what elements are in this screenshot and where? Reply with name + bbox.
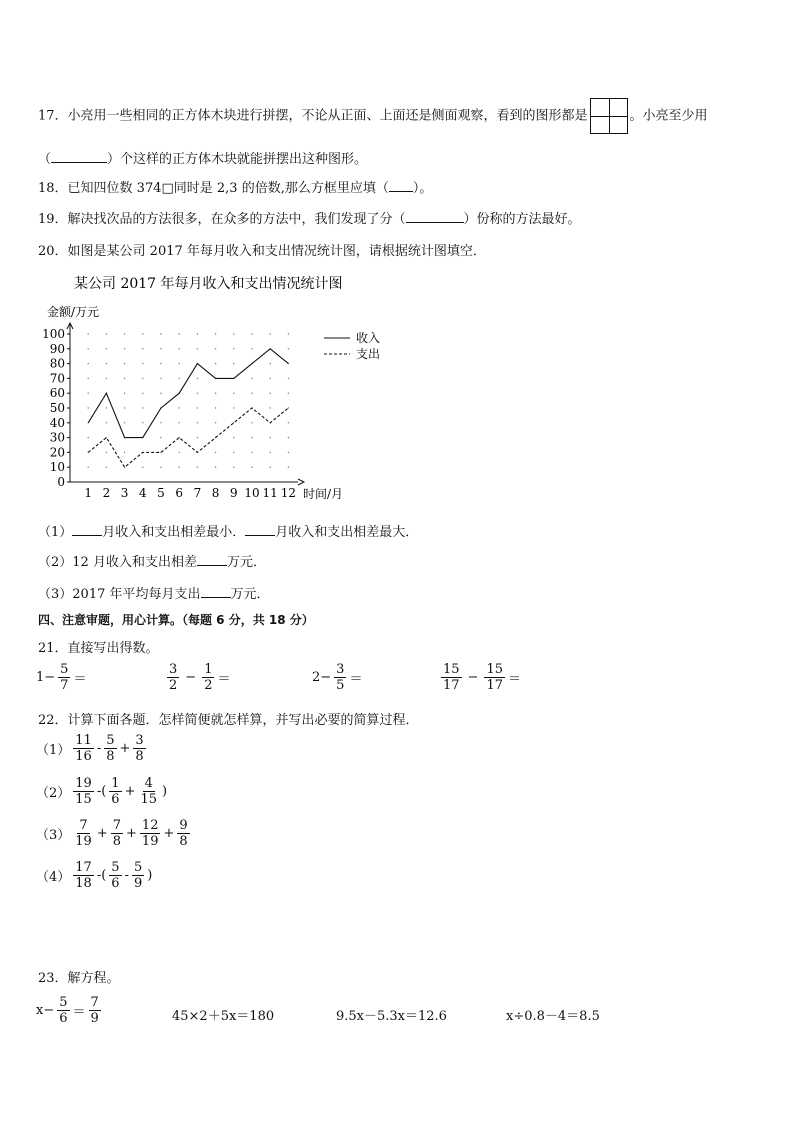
- grid-dot: [106, 452, 107, 453]
- equals-sign: ＝: [72, 1005, 86, 1020]
- fraction: [132, 860, 144, 891]
- x-tick-label: 9: [229, 486, 238, 500]
- grid-dot: [179, 378, 180, 379]
- grid-dot: [106, 422, 107, 423]
- grid-dot: [215, 348, 216, 349]
- question-17-line2: [38, 148, 367, 167]
- numerator: 7: [112, 818, 122, 833]
- grid-dot: [215, 407, 216, 408]
- operator: +: [96, 826, 108, 841]
- operator: +: [119, 741, 131, 756]
- x-tick-label: 7: [193, 486, 202, 500]
- x-tick-label: 11: [262, 486, 278, 500]
- grid-dot: [160, 348, 161, 349]
- denominator: 6: [59, 1011, 68, 1026]
- denominator: 18: [75, 876, 92, 891]
- numerator: 5: [60, 662, 69, 677]
- grid-dot: [179, 407, 180, 408]
- grid-dot: [88, 437, 89, 438]
- grid-dot: [288, 422, 289, 423]
- question-21-title: 21．直接写出得数。: [38, 641, 159, 656]
- grid-dot: [197, 422, 198, 423]
- grid-dot: [142, 422, 143, 423]
- grid-dot: [160, 393, 161, 394]
- operator: +: [163, 826, 175, 841]
- grid-dot: [142, 467, 143, 468]
- numerator: 5: [59, 995, 68, 1010]
- close-paren: ): [147, 868, 153, 883]
- equals-sign: ＝: [349, 672, 363, 687]
- grid-dot: [88, 393, 89, 394]
- denominator: 7: [60, 678, 69, 693]
- grid-dot: [251, 467, 252, 468]
- x-tick-label: 1: [84, 486, 93, 500]
- grid-dot: [124, 378, 125, 379]
- chart-title: 某公司 2017 年每月收入和支出情况统计图: [74, 276, 343, 292]
- q17-open-paren: （: [38, 152, 52, 167]
- y-tick-label: 70: [49, 371, 65, 386]
- fraction: [334, 662, 346, 693]
- grid-dot: [88, 407, 89, 408]
- q23-equation-3: 9.5x－5.3x＝12.6: [336, 1009, 447, 1024]
- grid-dot: [215, 393, 216, 394]
- grid-dot: [233, 422, 234, 423]
- grid-dot: [288, 407, 289, 408]
- grid-dot: [142, 393, 143, 394]
- grid-dot: [197, 437, 198, 438]
- grid-dot: [215, 467, 216, 468]
- grid-dot: [215, 333, 216, 334]
- numerator: 1: [204, 662, 213, 677]
- y-tick-label: 20: [49, 445, 65, 460]
- q23-equation-2: 45×2＋5x＝180: [172, 1009, 275, 1024]
- grid-dot: [106, 333, 107, 334]
- fraction: [133, 733, 145, 764]
- grid-dot: [288, 452, 289, 453]
- grid-dot: [88, 467, 89, 468]
- grid-dot: [270, 363, 271, 364]
- grid-dot: [251, 393, 252, 394]
- question-18: [38, 177, 432, 196]
- grid-dot: [142, 348, 143, 349]
- q22-problem-4: [36, 860, 152, 891]
- numerator: 7: [79, 818, 88, 833]
- legend-label: 收入: [356, 331, 381, 345]
- q21-expression-2: [166, 662, 230, 693]
- fraction: [167, 662, 179, 693]
- q18-text-a: 18．已知四位数 374□同时是 2,3 的倍数,那么方框里应填（: [38, 181, 389, 196]
- fraction: [104, 733, 116, 764]
- q21-expression-3: [312, 662, 362, 693]
- numerator: 5: [133, 860, 143, 875]
- grid-dot: [270, 333, 271, 334]
- grid-dot: [160, 363, 161, 364]
- grid-dot: [106, 407, 107, 408]
- q23-equation-1: [36, 995, 102, 1026]
- grid-dot: [88, 348, 89, 349]
- q23-equation-4: x÷0.8－4＝8.5: [506, 1009, 600, 1024]
- denominator: 15: [140, 792, 158, 807]
- grid-dot: [179, 348, 180, 349]
- numerator: 5: [111, 860, 120, 875]
- chart-series: [88, 349, 288, 467]
- grid-dot: [106, 467, 107, 468]
- grid-dot: [288, 393, 289, 394]
- chart-y-axis-label: 金额/万元: [47, 305, 100, 319]
- grid-dot: [124, 333, 125, 334]
- grid-dot: [142, 378, 143, 379]
- grid-dot: [215, 363, 216, 364]
- question-19: [38, 208, 581, 227]
- denominator: 17: [443, 678, 460, 693]
- grid-dot: [197, 407, 198, 408]
- q19-text-b: ）份称的方法最好。: [463, 212, 581, 227]
- line-chart: [0, 265, 420, 510]
- grid-dot: [233, 393, 234, 394]
- grid-dot: [251, 333, 252, 334]
- fraction: [111, 818, 123, 849]
- x-tick-label: 12: [280, 486, 297, 500]
- grid-dot: [142, 363, 143, 364]
- q20-2-text-b: 万元．: [226, 555, 266, 570]
- q20-2-blank[interactable]: [197, 553, 227, 566]
- grid-dot: [124, 348, 125, 349]
- grid-dot: [288, 348, 289, 349]
- grid-dot: [124, 452, 125, 453]
- square-grid-figure-icon: [590, 98, 628, 134]
- denominator: 8: [179, 834, 188, 849]
- grid-dot: [233, 348, 234, 349]
- fraction: [441, 662, 462, 693]
- grid-dot: [288, 437, 289, 438]
- q22-problem-1: [36, 733, 147, 764]
- grid-dot: [179, 363, 180, 364]
- chart-legend: [324, 330, 380, 361]
- chart-x-axis-label: 时间/月: [303, 487, 344, 501]
- numerator: 3: [135, 733, 144, 748]
- grid-dot: [88, 333, 89, 334]
- grid-dot: [233, 333, 234, 334]
- grid-dot: [288, 333, 289, 334]
- denominator: 6: [111, 876, 120, 891]
- question-22-title: 22．计算下面各题．怎样简便就怎样算，并写出必要的简算过程．: [38, 713, 419, 728]
- grid-dot: [288, 467, 289, 468]
- grid-dot: [251, 348, 252, 349]
- q23-e1-prefix: x−: [36, 1003, 55, 1018]
- grid-dot: [179, 333, 180, 334]
- grid-dot: [251, 437, 252, 438]
- q20-1-text-b: 月收入和支出相差最小．: [102, 525, 246, 540]
- x-tick-label: 8: [211, 486, 220, 500]
- q22-p1-label: （1）: [36, 743, 71, 758]
- grid-dot: [270, 393, 271, 394]
- grid-dot: [179, 452, 180, 453]
- grid-dot: [215, 452, 216, 453]
- question-20: 20．如图是某公司 2017 年每月收入和支出情况统计图，请根据统计图填空．: [38, 244, 486, 259]
- denominator: 19: [75, 834, 92, 849]
- numerator: 15: [443, 662, 460, 677]
- q17-answer-blank[interactable]: [51, 150, 107, 163]
- grid-dot: [160, 437, 161, 438]
- grid-dot: [106, 378, 107, 379]
- grid-dot: [124, 422, 125, 423]
- operator: -: [124, 868, 129, 883]
- y-tick-label: 60: [49, 386, 65, 401]
- y-tick-label: 0: [57, 475, 65, 489]
- grid-dot: [288, 378, 289, 379]
- x-tick-label: 5: [157, 486, 165, 500]
- grid-dot: [270, 437, 271, 438]
- q20-1-blank-b[interactable]: [245, 523, 275, 536]
- numerator: 12: [141, 818, 159, 833]
- operator: -(: [96, 868, 107, 883]
- denominator: 2: [169, 678, 178, 693]
- q17-text-part1: 17．小亮用一些相同的正方体木块进行拼摆，不论从正面、上面还是侧面观察，看到的图形都是: [38, 108, 588, 124]
- grid-dot: [233, 452, 234, 453]
- operator: +: [126, 826, 137, 841]
- grid-dot: [179, 422, 180, 423]
- chart-axes: [67, 323, 304, 485]
- grid-dot: [124, 393, 125, 394]
- fraction: [73, 776, 94, 807]
- fraction: [73, 733, 94, 764]
- denominator: 15: [75, 792, 92, 807]
- numerator: 1: [111, 776, 120, 791]
- q20-sub-1: [38, 521, 418, 540]
- numerator: 9: [179, 818, 188, 833]
- q21-expression-1: [36, 662, 86, 693]
- denominator: 17: [486, 678, 503, 693]
- q20-1-blank-a[interactable]: [72, 523, 102, 536]
- grid-dot: [197, 393, 198, 394]
- grid-dot: [179, 467, 180, 468]
- fraction: [73, 818, 94, 849]
- grid-dot: [270, 378, 271, 379]
- equals-sign: ＝: [73, 672, 87, 687]
- operator: -(: [96, 784, 107, 799]
- grid-dot: [88, 378, 89, 379]
- q20-3-text-a: （3）2017 年平均每月支出: [38, 587, 201, 602]
- numerator: 19: [75, 776, 92, 791]
- y-tick-label: 10: [49, 460, 65, 475]
- q20-2-text-a: （2）12 月收入和支出相差: [38, 555, 197, 570]
- y-tick-label: 90: [49, 341, 65, 356]
- series-line-income: [88, 349, 288, 438]
- grid-dot: [106, 348, 107, 349]
- legend-label: 支出: [356, 347, 381, 361]
- denominator: 5: [336, 678, 345, 693]
- q22-problem-3: [36, 818, 191, 849]
- equals-sign: ＝: [508, 672, 522, 687]
- fraction: [177, 818, 189, 849]
- fraction: [89, 995, 101, 1026]
- grid-dot: [197, 333, 198, 334]
- grid-dot: [197, 378, 198, 379]
- denominator: 2: [204, 678, 213, 693]
- q22-problem-2: [36, 776, 167, 807]
- numerator: 5: [106, 733, 115, 748]
- q20-1-label: （1）: [38, 525, 73, 540]
- denominator: 8: [135, 749, 144, 764]
- y-tick-label: 80: [49, 356, 65, 371]
- numerator: 17: [75, 860, 92, 875]
- equals-sign: ＝: [217, 672, 231, 687]
- x-tick-label: 4: [138, 486, 147, 500]
- numerator: 7: [90, 995, 99, 1010]
- grid-dot: [251, 422, 252, 423]
- denominator: 8: [112, 834, 122, 849]
- q17-text-part2: 。小亮至少用: [629, 108, 708, 124]
- y-tick-label: 100: [42, 327, 65, 341]
- numerator: 4: [144, 776, 153, 791]
- q17-line2-text: ）个这样的正方体木块就能拼摆出这种图形。: [107, 152, 368, 167]
- grid-dot: [160, 378, 161, 379]
- grid-dot: [124, 363, 125, 364]
- operator: −: [467, 670, 479, 685]
- q21-e1-prefix: 1−: [36, 670, 56, 685]
- x-tick-label: 3: [120, 486, 129, 500]
- section-4-title: 四、注意审题，用心计算。（每题 6 分，共 18 分）: [38, 613, 314, 627]
- grid-dot: [251, 452, 252, 453]
- fraction: [140, 818, 161, 849]
- numerator: 11: [75, 733, 92, 748]
- fraction: [57, 995, 69, 1026]
- grid-dot: [251, 378, 252, 379]
- grid-dot: [142, 333, 143, 334]
- grid-dot: [197, 467, 198, 468]
- fraction: [58, 662, 70, 693]
- numerator: 3: [336, 662, 345, 677]
- fraction: [202, 662, 214, 693]
- grid-dot: [233, 437, 234, 438]
- operator: +: [124, 784, 136, 799]
- denominator: 6: [111, 792, 120, 807]
- close-paren: ): [162, 784, 168, 799]
- numerator: 15: [486, 662, 503, 677]
- grid-dot: [270, 407, 271, 408]
- x-tick-label: 2: [102, 486, 111, 500]
- fraction: [484, 662, 505, 693]
- x-tick-label: 6: [175, 486, 184, 500]
- q20-sub-2: [38, 551, 266, 570]
- grid-dot: [233, 363, 234, 364]
- grid-dot: [88, 363, 89, 364]
- operator: -: [96, 741, 102, 756]
- q20-sub-3: [38, 583, 270, 602]
- q21-e3-prefix: 2−: [312, 670, 332, 685]
- q22-p4-label: （4）: [36, 870, 71, 885]
- x-tick-label: 10: [244, 486, 260, 500]
- q22-p3-label: （3）: [36, 828, 71, 843]
- operator: −: [185, 670, 197, 685]
- denominator: 16: [75, 749, 92, 764]
- q19-text-a: 19．解决找次品的方法很多，在众多的方法中，我们发现了分（: [38, 212, 406, 227]
- denominator: 9: [133, 876, 143, 891]
- q20-1-text-c: 月收入和支出相差最大．: [275, 525, 419, 540]
- denominator: 8: [106, 749, 115, 764]
- q22-p2-label: （2）: [36, 786, 71, 801]
- grid-dot: [197, 348, 198, 349]
- fraction: [138, 776, 159, 807]
- denominator: 19: [141, 834, 159, 849]
- q20-3-blank[interactable]: [201, 585, 231, 598]
- grid-dot: [160, 422, 161, 423]
- q19-answer-blank[interactable]: [406, 210, 464, 223]
- grid-dot: [215, 422, 216, 423]
- fraction: [109, 860, 121, 891]
- q21-expression-4: [440, 662, 521, 693]
- grid-dot: [233, 407, 234, 408]
- series-line-expense: [88, 408, 288, 467]
- grid-dot: [160, 467, 161, 468]
- fraction: [73, 860, 94, 891]
- grid-dot: [142, 407, 143, 408]
- denominator: 9: [90, 1011, 99, 1026]
- y-tick-label: 40: [49, 415, 65, 430]
- fraction: [109, 776, 121, 807]
- question-23-title: 23．解方程。: [38, 971, 120, 986]
- y-tick-label: 50: [49, 401, 65, 415]
- grid-dot: [233, 467, 234, 468]
- y-tick-label: 30: [49, 430, 65, 445]
- x-axis-arrow: [298, 479, 304, 485]
- grid-dot: [106, 363, 107, 364]
- chart-grid: [88, 333, 290, 468]
- q18-answer-blank[interactable]: [389, 179, 413, 192]
- grid-dot: [270, 452, 271, 453]
- grid-dot: [124, 407, 125, 408]
- grid-dot: [270, 467, 271, 468]
- grid-dot: [160, 333, 161, 334]
- q20-3-text-b: 万元．: [230, 587, 270, 602]
- q18-text-b: ）。: [412, 181, 433, 196]
- question-17-line1: [38, 98, 708, 134]
- numerator: 3: [169, 662, 178, 677]
